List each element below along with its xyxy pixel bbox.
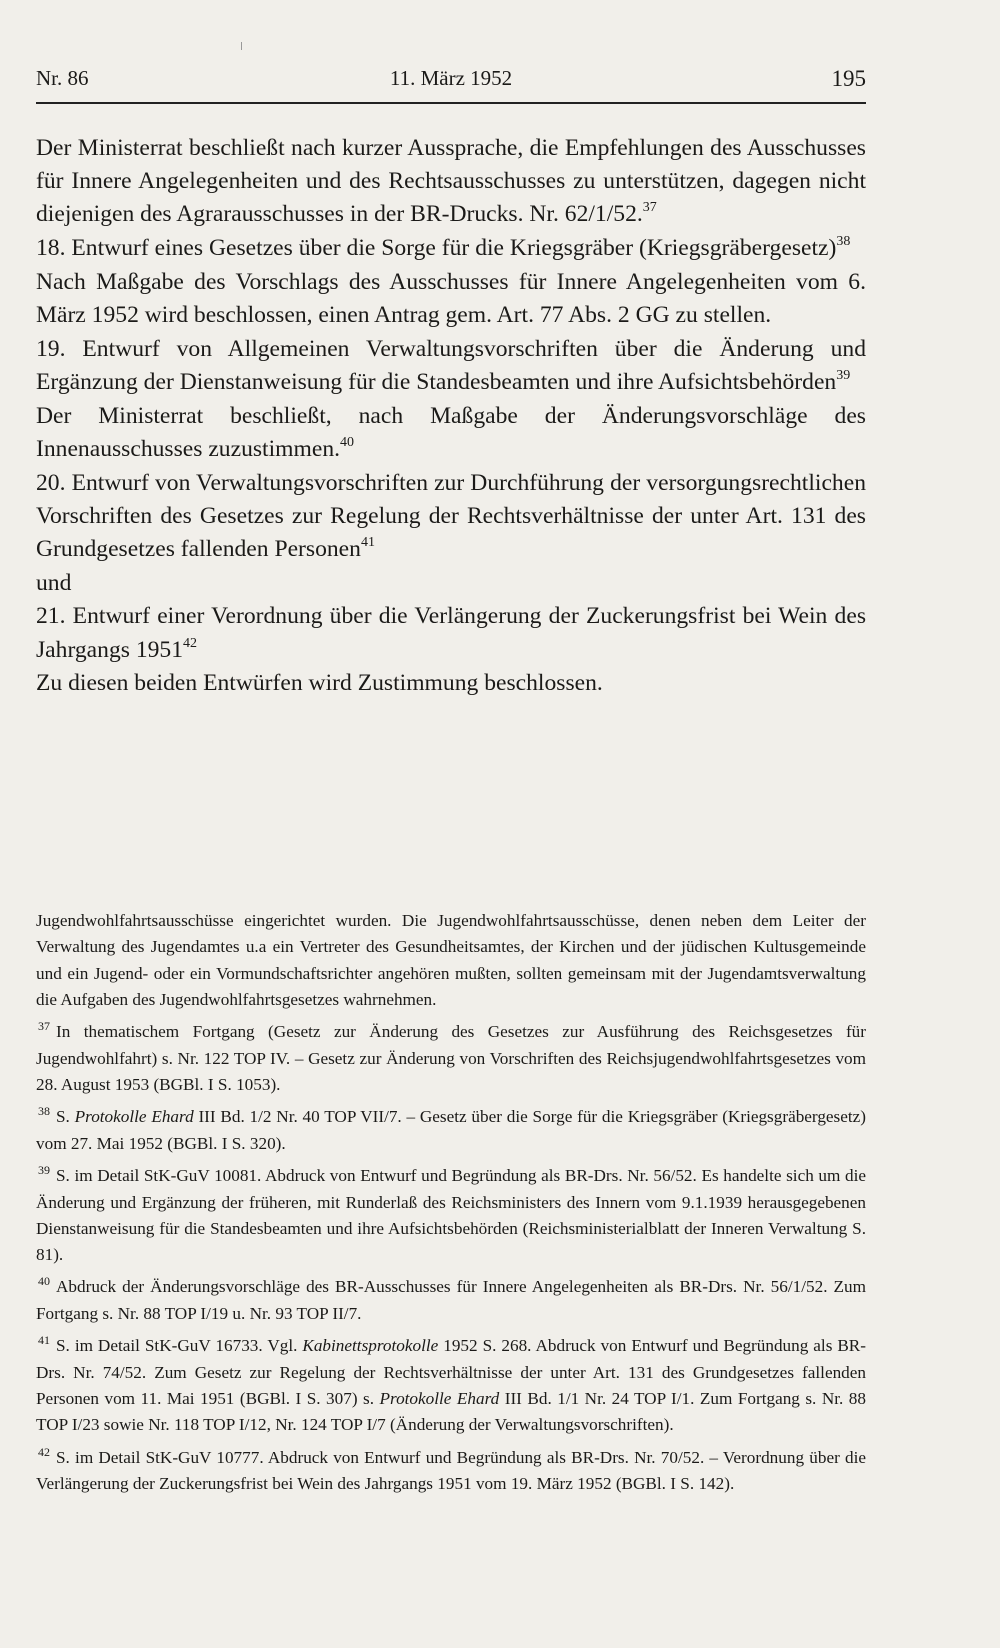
- footnote-text: III Bd. 1/2 Nr. 40 TOP VII/7. – Gesetz über die Sorge für die Kriegsgräber (Kriegsgräbergesetz) vom 27. Mai 1952 (BGBl. I S. 320).: [36, 1107, 866, 1153]
- footnote-text: In thematischem Fortgang (Gesetz zur Änderung des Gesetzes zur Ausführung des Reichsgesetzes für Jugendwohlfahrt) s. Nr. 122 TOP IV. – Gesetz zur Änderung von Vorschriften des Reichsjugendwohlfahrtsgesetzes vom 28. August 1953 (BGBl. I S. 1053).: [36, 1022, 866, 1094]
- footnote: [36, 1327, 866, 1438]
- header-rule: [36, 102, 866, 104]
- paragraph-text: und: [36, 569, 72, 596]
- footnote-reference: 37: [642, 200, 657, 216]
- paragraph: [36, 567, 866, 600]
- issue-number: Nr. 86: [36, 66, 89, 90]
- paragraph: [36, 333, 866, 399]
- paragraph-text: Zu diesen beiden Entwürfen wird Zustimmung beschlossen.: [36, 670, 603, 697]
- footnote-text: Protokolle Ehard: [379, 1388, 500, 1408]
- footnote-reference: 38: [836, 234, 851, 250]
- footnote-text: III Bd. 1/1 Nr. 24 TOP I/1. Zum Fortgang s. Nr. 88 TOP I/23 sowie Nr. 118 TOP I/12, Nr. 124 TOP I/7 (Änderung der Verwaltungsvorschriften).: [36, 1388, 866, 1435]
- paragraph-text: Der Ministerrat beschließt, nach Maßgabe der Änderungsvorschläge des Innenausschusses zuzustimmen.: [36, 402, 866, 462]
- footnote-text: S. im Detail StK-GuV 10777. Abdruck von Entwurf und Begründung als BR-Drs. Nr. 70/52. – Verordnung über die Verlängerung der Zuckerungsfrist bei Wein des Jahrgangs 1951 vom 19. März 1952 (BGBl. I S. 142).: [36, 1447, 866, 1494]
- footnote-text: S. im Detail StK-GuV 10081. Abdruck von Entwurf und Begründung als BR-Drs. Nr. 56/52. Es handelte sich um die Änderung und Ergänzung der früheren, mit Runderlaß des Reichsministers des Innern vom 9.1.1939 herausgegebenen Dienstanweisung für die Standesbeamten und ihre Aufsichtsbehörden (Reichsministerialblatt der Inneren Verwaltung S. 81).: [36, 1166, 866, 1265]
- page-number: 195: [831, 66, 866, 91]
- footnote-reference: 41: [360, 535, 375, 551]
- running-head: [36, 66, 866, 106]
- footnote-continuation: Jugendwohlfahrtsausschüsse eingerichtet wurden. Die Jugendwohlfahrtsausschüsse, denen neben dem Leiter der Verwaltung des Jugendamtes u.a ein Vertreter des Gesundheitsamtes, der Kirchen und der jüdischen Kultusgemeinde und ein Jugend- oder ein Vormundschaftsrichter angehören mußten, sollten gemeinsam mit der Jugendamtsverwaltung die Aufgaben des Jugendwohlfahrtsgesetzes wahrnehmen.: [36, 911, 866, 1009]
- footnote-number: 42: [38, 1444, 50, 1459]
- paragraph: [36, 600, 866, 666]
- paragraph-text: 21. Entwurf einer Verordnung über die Verlängerung der Zuckerungsfrist bei Wein des Jahrgangs 1951: [36, 603, 866, 663]
- footnote: [36, 1013, 866, 1098]
- paragraph: [36, 667, 866, 700]
- footnote-number: 38: [38, 1104, 50, 1119]
- footnotes: [36, 908, 866, 1497]
- paragraph: [36, 467, 866, 567]
- footnote-reference: 39: [836, 368, 851, 384]
- paragraph: [36, 266, 866, 332]
- main-text: [36, 132, 866, 701]
- footnote-number: 40: [38, 1274, 50, 1289]
- footnote: [36, 1157, 866, 1268]
- paragraph-text: 19. Entwurf von Allgemeinen Verwaltungsvorschriften über die Änderung und Ergänzung der Dienstanweisung für die Standesbeamten und ihre Aufsichtsbehörden: [36, 335, 866, 395]
- paragraph-text: Nach Maßgabe des Vorschlags des Ausschusses für Innere Angelegenheiten vom 6. März 1952 wird beschlossen, einen Antrag gem. Art. 77 Abs. 2 GG zu stellen.: [36, 268, 866, 329]
- footnote-text: S.: [56, 1107, 75, 1127]
- footnote-text: Kabinettsprotokolle: [302, 1336, 439, 1356]
- paragraph: [36, 132, 866, 232]
- header-date: 11. März 1952: [389, 66, 513, 90]
- footnote-number: 41: [38, 1333, 50, 1348]
- footnote-text: S. im Detail StK-GuV 16733. Vgl.: [56, 1336, 303, 1356]
- footnote-text: Abdruck der Änderungsvorschläge des BR-Ausschusses für Innere Angelegenheiten als BR-Drs. Nr. 56/1/52. Zum Fortgang s. Nr. 88 TOP I/19 u. Nr. 93 TOP II/7.: [36, 1277, 866, 1323]
- paragraph: [36, 400, 866, 466]
- footnote-text: Protokolle Ehard: [74, 1107, 194, 1127]
- footnote-number: 37: [38, 1019, 50, 1034]
- footnote: [36, 1268, 866, 1327]
- footnote: [36, 1439, 866, 1498]
- footnote-text: 1952 S. 268. Abdruck von Entwurf und Begründung als BR-Drs. Nr. 74/52. Zum Gesetz zur Regelung der Rechtsverhältnisse der unter Art. 131 des Grundgesetzes fallenden Personen vom 11. Mai 1951 (BGBl. I S. 307) s.: [36, 1336, 866, 1408]
- paragraph-text: 18. Entwurf eines Gesetzes über die Sorge für die Kriegsgräber (Kriegsgräbergesetz): [36, 235, 837, 262]
- footnote-reference: 40: [340, 435, 355, 451]
- print-speck: [241, 42, 242, 50]
- footnote-number: 39: [38, 1163, 50, 1178]
- footnote-reference: 42: [183, 635, 198, 651]
- paragraph-text: Der Ministerrat beschließt nach kurzer Aussprache, die Empfehlungen des Ausschusses für Innere Angelegenheiten und des Rechtsausschusses zu unterstützen, dagegen nicht diejenigen des Agrarausschusses in der BR-Drucks. Nr. 62/1/52.: [36, 135, 866, 228]
- footnote: [36, 1098, 866, 1157]
- paragraph-text: 20. Entwurf von Verwaltungsvorschriften zur Durchführung der versorgungsrechtlichen Vorschriften des Gesetzes zur Regelung der Rechtsverhältnisse der unter Art. 131 des Grundgesetzes fallenden Personen: [36, 469, 866, 562]
- paragraph: [36, 232, 866, 265]
